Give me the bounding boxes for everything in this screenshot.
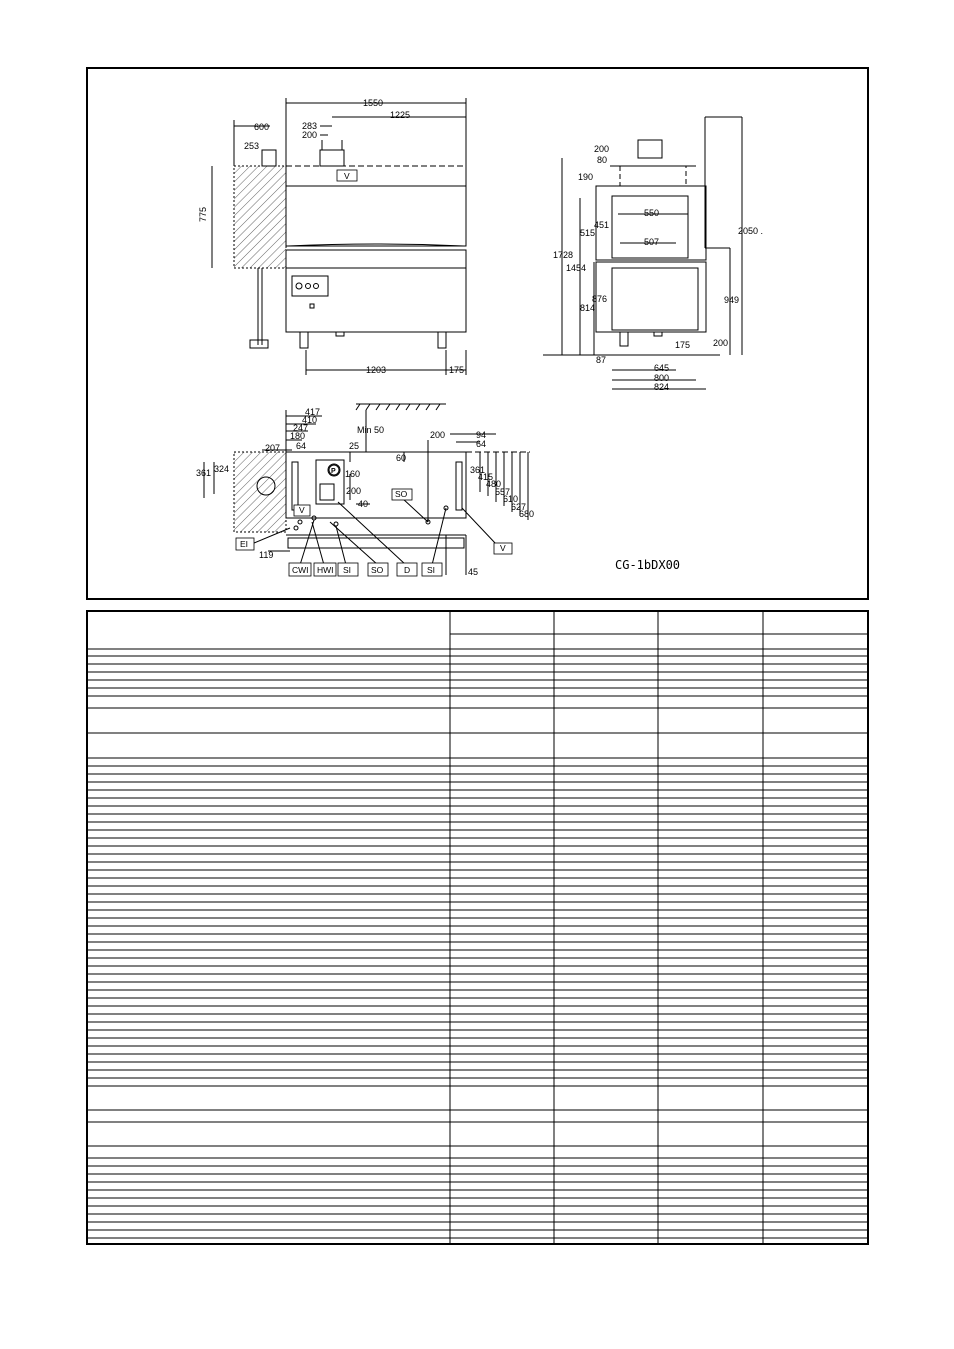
front-view — [212, 98, 466, 375]
dim-253: 253 — [244, 141, 260, 151]
dim-64: 64 — [296, 441, 307, 451]
dim-1728: 1728 — [553, 250, 574, 260]
conn-so-top: SO — [395, 489, 408, 499]
dim-80: 80 — [597, 155, 608, 165]
marker-p: P — [331, 468, 336, 475]
dim-283: 283 — [302, 121, 318, 131]
dim-451: 451 — [594, 220, 610, 230]
dim-417: 417 — [305, 407, 321, 417]
dim-200: 200 — [430, 430, 446, 440]
technical-drawing — [86, 67, 869, 600]
dim-119: 119 — [259, 550, 274, 560]
dim-627: 627 — [511, 502, 527, 512]
dim-480: 480 — [486, 479, 502, 489]
dim-949: 949 — [724, 295, 740, 305]
conn-ei: EI — [240, 539, 249, 549]
dim-415: 415 — [478, 472, 494, 482]
dim-361b: 361 — [470, 465, 486, 475]
dim-247: 247 — [293, 423, 309, 433]
dim-64b: 64 — [476, 439, 487, 449]
spec-table-grid — [86, 610, 869, 1245]
dim-45: 45 — [468, 567, 479, 577]
dim-175: 175 — [675, 340, 691, 350]
dim-410: 410 — [302, 415, 318, 425]
dim-94: 94 — [476, 430, 487, 440]
dim-87: 87 — [596, 355, 607, 365]
dim-207: 207 — [265, 443, 281, 453]
spec-table — [86, 610, 869, 1245]
dim-600: 600 — [254, 122, 270, 132]
dim-324: 324 — [214, 464, 230, 474]
dim-25: 25 — [349, 441, 360, 451]
dim-610: 610 — [503, 494, 519, 504]
dim-200b: 200 — [713, 338, 729, 348]
dim-645: 645 — [654, 363, 670, 373]
dim-680: 680 — [519, 509, 535, 519]
dim-200: 200 — [302, 130, 318, 140]
conn-v-right: V — [500, 543, 506, 553]
conn-cwi: CWI — [292, 565, 309, 575]
dim-40: 40 — [358, 499, 369, 509]
dim-814: 814 — [580, 303, 596, 313]
dim-2050: 2050 . — [738, 226, 764, 236]
dim-1550: 1550 — [363, 98, 384, 108]
dim-1203: 1203 — [366, 365, 387, 375]
dim-515: 515 — [580, 228, 596, 238]
drawing-frame — [86, 67, 869, 600]
dim-1454: 1454 — [566, 263, 587, 273]
conn-si: SI — [343, 565, 352, 575]
dim-180: 180 — [290, 431, 306, 441]
dim-160: 160 — [345, 469, 361, 479]
dim-200: 200 — [594, 144, 610, 154]
conn-v-left: V — [299, 505, 305, 515]
conn-so: SO — [371, 565, 384, 575]
dim-507: 507 — [644, 237, 660, 247]
dim-60: 60 — [396, 453, 407, 463]
conn-si-right: SI — [427, 565, 436, 575]
conn-d: D — [404, 565, 411, 575]
dim-190: 190 — [578, 172, 594, 182]
dim-min-50: Min 50 — [357, 425, 385, 435]
vent-label: V — [344, 171, 350, 181]
conn-hwi: HWI — [317, 565, 334, 575]
dim-824: 824 — [654, 382, 670, 392]
dim-775: 775 — [198, 206, 208, 222]
dim-1225: 1225 — [390, 110, 411, 120]
dim-361: 361 — [196, 468, 212, 478]
dim-550: 550 — [644, 208, 660, 218]
model-code: CG-1bDX00 — [615, 558, 681, 572]
dim-200c: 200 — [346, 486, 362, 496]
dim-876: 876 — [592, 294, 608, 304]
dim-175: 175 — [449, 365, 465, 375]
dim-800: 800 — [654, 373, 670, 383]
dim-557: 557 — [495, 487, 511, 497]
